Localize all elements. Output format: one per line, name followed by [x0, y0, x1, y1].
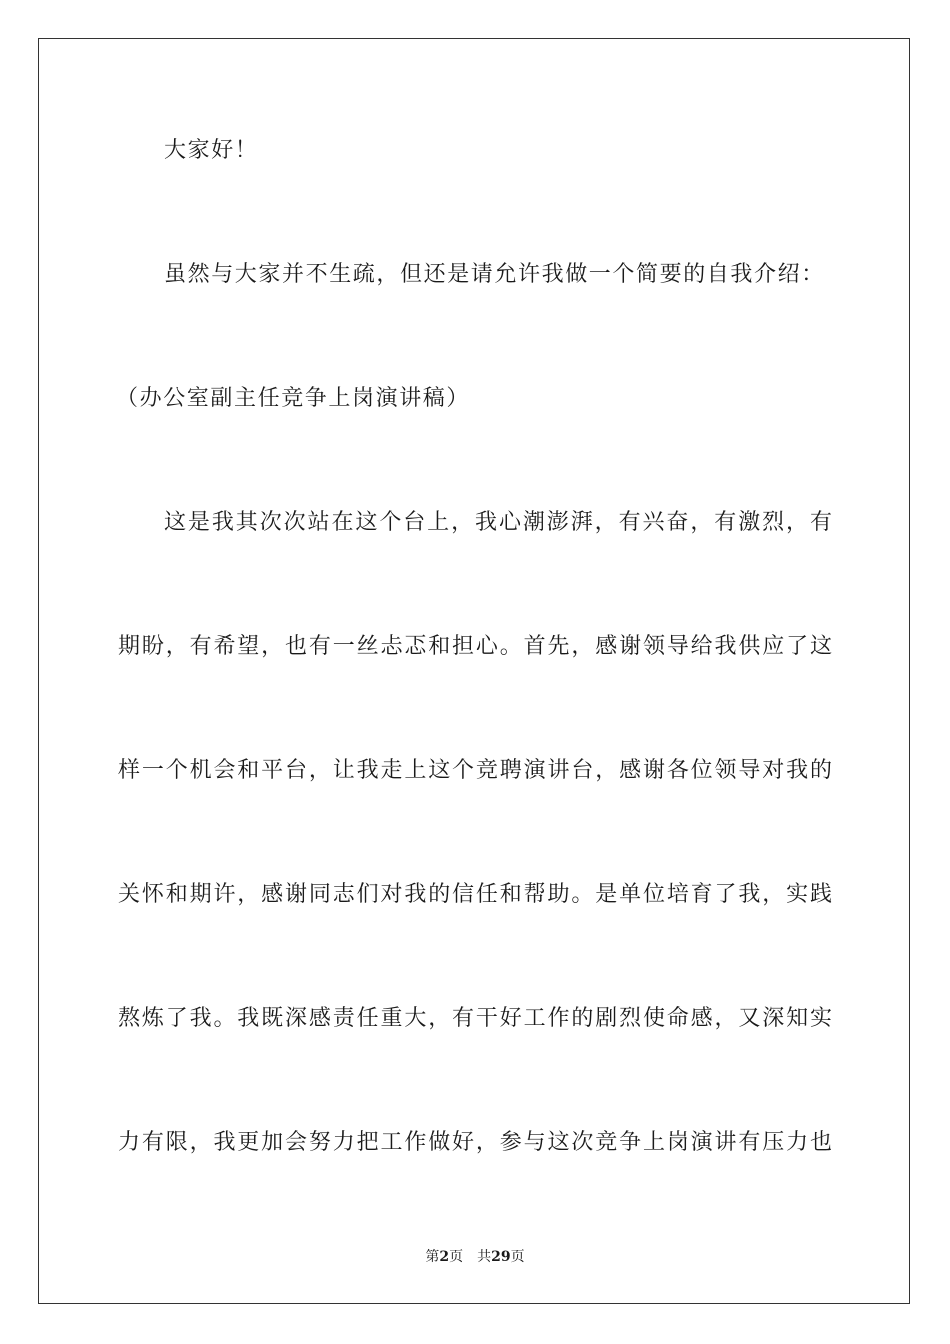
body-line-6: 力有限，我更加会努力把工作做好，参与这次竞争上岗演讲有压力也 [118, 1130, 832, 1155]
intro-line: 虽然与大家并不生疏，但还是请允许我做一个简要的自我介绍： [164, 262, 825, 287]
body-line-1: 这是我其次次站在这个台上，我心潮澎湃，有兴奋，有激烈，有 [164, 510, 832, 535]
page-frame [38, 38, 910, 1304]
total-prefix: 共 [477, 1249, 492, 1265]
page-footer [0, 1248, 950, 1266]
body-line-5: 熬炼了我。我既深感责任重大，有干好工作的剧烈使命感，又深知实 [118, 1006, 832, 1031]
page-prefix: 第 [425, 1249, 440, 1265]
total-pages: 29 [491, 1249, 511, 1265]
greeting-line: 大家好！ [164, 138, 259, 163]
body-line-3: 样一个机会和平台，让我走上这个竞聘演讲台，感谢各位领导对我的 [118, 758, 832, 783]
speech-title-line: （办公室副主任竞争上岗演讲稿） [116, 386, 471, 411]
body-line-4: 关怀和期许，感谢同志们对我的信任和帮助。是单位培育了我，实践 [118, 882, 832, 907]
page-number: 2 [439, 1249, 450, 1265]
body-line-2: 期盼，有希望，也有一丝忐忑和担心。首先，感谢领导给我供应了这 [118, 634, 832, 659]
page-suffix: 页 [449, 1249, 464, 1265]
total-suffix: 页 [510, 1249, 525, 1265]
